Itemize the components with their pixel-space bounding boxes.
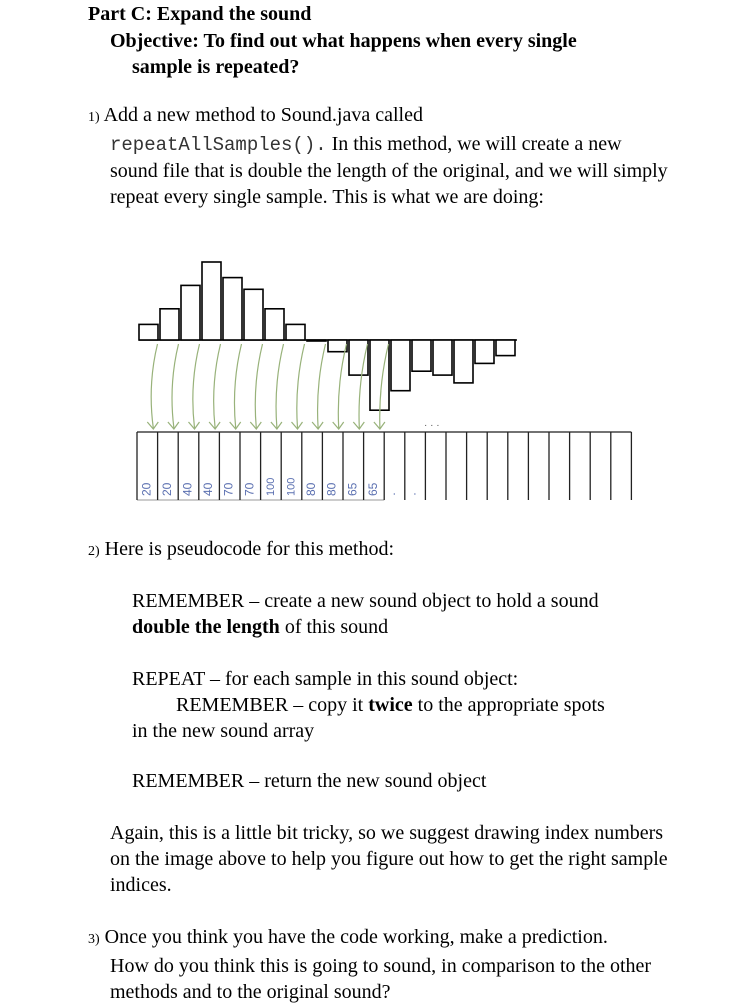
copy-arrow xyxy=(193,344,200,428)
array-cell-label: 40 xyxy=(201,482,216,496)
sample-bar xyxy=(223,278,242,340)
pseudo-step-repeat xyxy=(132,666,692,744)
array-cell-label: 100 xyxy=(285,477,298,496)
step-1-number: 1) xyxy=(88,110,100,125)
array-cell-label: 70 xyxy=(221,482,236,496)
copy-arrow xyxy=(276,344,283,428)
step-2-number: 2) xyxy=(88,544,100,559)
pseudo-create-text: REMEMBER – create a new sound object to hold a sound xyxy=(132,590,599,612)
copy-arrow xyxy=(172,344,178,428)
array-cell-label: 65 xyxy=(365,482,380,496)
step-3-number: 3) xyxy=(88,932,100,947)
step-3-lead: Once you think you have the code working, make a prediction. xyxy=(104,926,608,948)
sample-bar xyxy=(286,324,305,340)
sample-bar xyxy=(202,262,221,340)
objective-line-2: sample is repeated? xyxy=(132,56,300,78)
sample-bar xyxy=(349,340,368,375)
method-name-code: repeatAllSamples(). xyxy=(110,134,327,156)
pseudo-repeat-line: REPEAT – for each sample in this sound object: xyxy=(132,668,519,690)
array-cell-label: 100 xyxy=(264,477,277,496)
sample-bar xyxy=(391,340,410,391)
pseudo-copy-line xyxy=(132,692,692,718)
hint-paragraph: Again, this is a little bit tricky, so we suggest drawing index numbers on the image above to help you figure out how to get the right sample indices. xyxy=(110,822,668,896)
pseudo-create-rest: of this sound xyxy=(279,616,389,638)
sample-bar xyxy=(370,340,389,410)
sample-bar xyxy=(139,324,158,340)
copy-arrow xyxy=(338,344,346,428)
array-cell-label: 80 xyxy=(324,482,339,496)
sample-bar xyxy=(433,340,452,375)
array-cell-label: · xyxy=(407,492,422,496)
step-1-rest: In this method, we will create a new sound file that is double the length of the original, and we will simply repeat every single sample. This is what we are doing: xyxy=(110,133,668,208)
array-cell-label: 70 xyxy=(242,482,257,496)
pseudo-copy-text: REMEMBER – copy it xyxy=(176,694,369,716)
pseudo-copy-line-3: in the new sound array xyxy=(132,720,315,742)
array-cell-label: 40 xyxy=(180,482,195,496)
sample-bar xyxy=(475,340,494,363)
pseudo-create-bold: double the length xyxy=(132,616,280,638)
sample-bar xyxy=(307,340,326,341)
objective-line-1: Objective: To find out what happens when every single xyxy=(110,30,577,52)
copy-arrow xyxy=(255,344,262,428)
new-sound-array xyxy=(137,432,631,500)
copy-arrow xyxy=(318,344,326,428)
pseudo-step-create xyxy=(132,588,692,640)
step-2-text: Here is pseudocode for this method: xyxy=(104,538,395,560)
sample-bar xyxy=(454,340,473,383)
step-2 xyxy=(88,536,394,565)
copy-arrow xyxy=(214,344,221,428)
sample-bar xyxy=(412,340,431,371)
section-title: Part C: Expand the sound xyxy=(88,3,312,25)
array-cell-label: 65 xyxy=(345,482,360,496)
sample-bar xyxy=(160,309,179,340)
pseudo-copy-rest: to the appropriate spots xyxy=(412,694,605,716)
copy-arrow xyxy=(234,344,241,428)
copy-arrow xyxy=(297,344,305,428)
array-cell-label: 20 xyxy=(159,482,174,496)
pseudo-copy-bold: twice xyxy=(368,694,413,716)
sample-bar xyxy=(265,309,284,340)
sample-bar xyxy=(496,340,515,356)
sample-bar xyxy=(244,289,263,340)
step-1-lead: Add a new method to Sound.java called xyxy=(103,104,423,126)
continuation-dots: · · · xyxy=(424,420,440,431)
sample-bar xyxy=(181,285,200,340)
sample-bar xyxy=(328,340,347,352)
array-cell-label: 80 xyxy=(304,482,319,496)
original-sample-bars xyxy=(139,262,517,410)
copy-arrow xyxy=(151,344,157,428)
array-cell-label: 20 xyxy=(139,482,154,496)
step-3 xyxy=(88,924,688,1005)
step-3-rest: How do you think this is going to sound, in comparison to the other methods and to the original sound? xyxy=(110,955,652,1003)
pseudo-step-return: REMEMBER – return the new sound object xyxy=(132,770,487,792)
array-cell-label: · xyxy=(386,492,401,496)
